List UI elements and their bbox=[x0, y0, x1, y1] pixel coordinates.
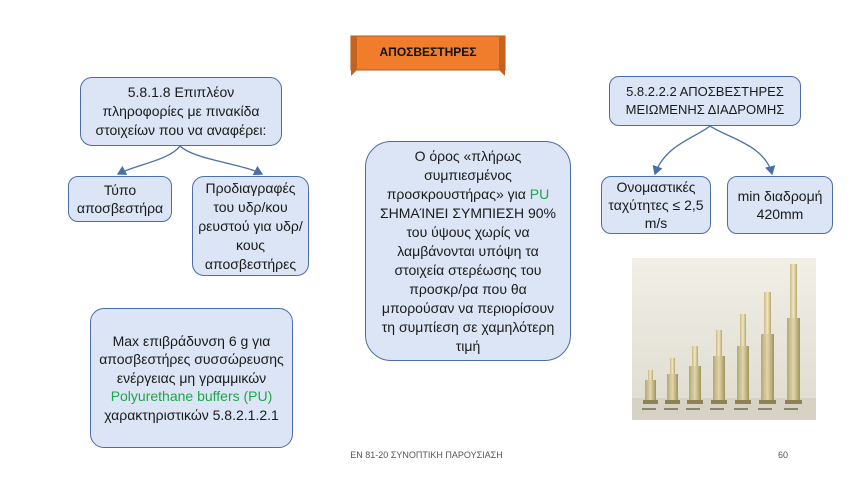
title-banner bbox=[347, 34, 509, 78]
deceleration-text: Max επιβράδυνση 6 g για αποσβεστήρες συσσώρευσης ενέργειας μη γραμμικών bbox=[99, 332, 284, 386]
nameplate-info-box bbox=[80, 77, 282, 146]
nameplate-info-text: 5.8.1.8 Επιπλέον πληροφορίες με πινακίδα στοιχείων που να αναφέρει: bbox=[95, 84, 267, 138]
min-stroke-text: min διαδρομή 420mm bbox=[737, 188, 823, 222]
deceleration-box bbox=[90, 308, 293, 448]
deceleration-reference: χαρακτηριστικών 5.8.2.1.2.1 bbox=[104, 406, 279, 423]
polyurethane-buffers-highlight: Polyurethane buffers (PU) bbox=[110, 388, 273, 405]
buffer-type-box bbox=[68, 176, 172, 222]
page-number: 60 bbox=[778, 450, 789, 460]
slide-footer: ΕΝ 81-20 ΣΥΝΟΠΤΙΚΗ ΠΑΡΟΥΣΙΑΣΗ bbox=[350, 450, 503, 460]
reduced-stroke-text: 5.8.2.2.2 ΑΠΟΣΒΕΣΤΗΡΕΣ ΜΕΙΩΜΕΝΗΣ ΔΙΑΔΡΟΜΗΣ bbox=[625, 84, 785, 117]
hydraulic-specs-box bbox=[192, 176, 309, 276]
min-stroke-box bbox=[727, 176, 833, 234]
slide-title: ΑΠΟΣΒΕΣΤΗΡΕΣ bbox=[379, 45, 477, 59]
definition-text-rest: ΣΗΜΑΊΝΕΙ ΣΥΜΠΙΕΣΗ 90% του ύψους χωρίς να λαμβάνονται υπόψη τα στοιχεία στερέωσης του προσκρ/ρα που θα μπορούσαν να περιορίσουν τη συμπίεση σε χαμηλότερη τιμή bbox=[379, 204, 557, 354]
reduced-stroke-buffers-box bbox=[609, 76, 801, 126]
arrow-to-specs-box bbox=[180, 146, 262, 174]
rated-speed-box bbox=[601, 176, 711, 234]
definition-text-start: Ο όρος «πλήρως συμπιεσμένος προσκρουστήρας» για bbox=[386, 147, 526, 202]
arrow-to-stroke-box bbox=[710, 126, 772, 174]
rated-speed-text: Ονομαστικές ταχύτητες ≤ 2,5 m/s bbox=[608, 179, 704, 231]
arrow-to-type-box bbox=[118, 146, 180, 174]
buffer-type-text: Τύπο αποσβεστήρα bbox=[76, 182, 164, 216]
pu-highlight: PU bbox=[529, 185, 550, 202]
arrow-to-speed-box bbox=[655, 126, 710, 174]
buffers-photo bbox=[632, 258, 816, 420]
hydraulic-specs-text: Προδιαγραφές του υδρ/κου ρευστού για υδρ/κους αποσβεστήρες bbox=[198, 179, 303, 272]
compressed-buffer-definition-box bbox=[365, 141, 571, 361]
